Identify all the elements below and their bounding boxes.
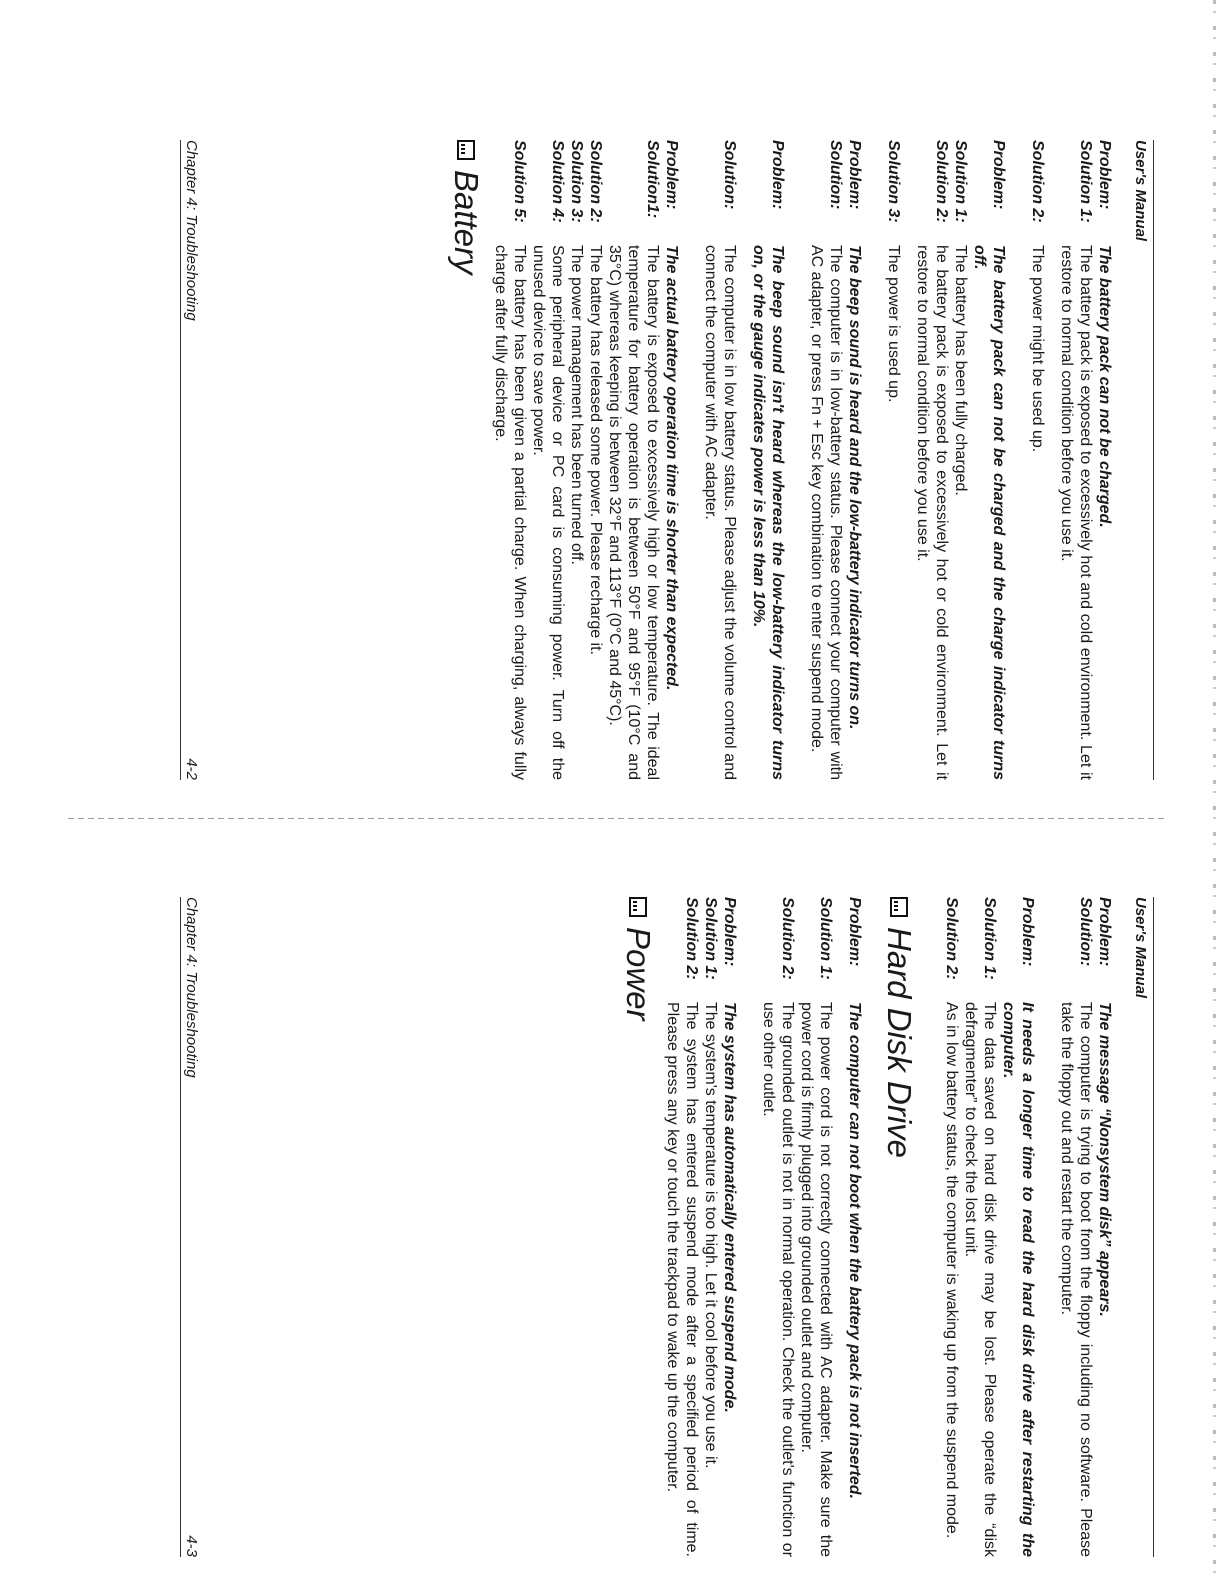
hard-disk-icon: [890, 897, 908, 917]
page-footer: User's Manual: [1125, 897, 1154, 1557]
entry-text: It needs a longer time to read the hard disk drive after restarting the computer.: [1000, 1002, 1036, 1557]
page-4-2: [0, 0, 1224, 790]
solution-entry: [701, 897, 720, 1557]
header-chapter: Chapter 4: Troubleshooting: [183, 897, 200, 1078]
solution-entry: [701, 140, 739, 780]
solution-entry: [1057, 140, 1095, 780]
battery-entries: [491, 140, 1114, 780]
entry-text: The data saved on hard disk drive may be lost. Please operate the “disk defragmenter” to check the lost unit.: [962, 1002, 998, 1557]
problem-entry: [1095, 140, 1114, 780]
page-header: [180, 140, 209, 780]
entry-label: Problem:: [846, 140, 863, 210]
entry-text: The grounded outlet is not in normal operation. Check the outlet's function or use other outlet.: [760, 1002, 796, 1557]
page-fold: [64, 818, 1164, 819]
entry-text: The computer is trying to boot from the floppy including no software. Please take the floppy out and restart the computer.: [1058, 1002, 1094, 1557]
entry-label: Solution 3:: [885, 140, 902, 223]
entry-text: The battery pack is exposed to excessively hot and cold environment. Let it restore to normal condition before you use it.: [1058, 245, 1094, 780]
problem-entry: [749, 140, 787, 780]
entry-text: The battery has been given a partial charge. When charging, always fully charge after fully discharge.: [492, 245, 528, 780]
solution-entry: [491, 140, 529, 780]
solution-entry: [913, 140, 951, 780]
entry-label: Solution:: [721, 140, 738, 210]
solution-entry: [1057, 897, 1095, 1557]
section-title-text: Power: [620, 927, 657, 1021]
entry-label: Solution 2:: [1029, 140, 1046, 223]
entry-label: Solution 2:: [933, 140, 950, 223]
entry-text: The beep sound is heard and the low-battery indicator turns on.: [846, 245, 863, 730]
solution-entry: [586, 140, 605, 780]
entry-text: The actual battery operation time is shorter than expected.: [663, 245, 680, 691]
entry-text: The beep sound isn't heard whereas the low-battery indicator turns on, or the gauge indicates power is less than 10%.: [750, 245, 786, 780]
solution-entry: [1028, 140, 1047, 780]
entry-text: The power management has been turned off.: [568, 245, 585, 565]
entry-text: The computer can not boot when the battery pack is not inserted.: [846, 1002, 863, 1499]
section-title-power: [619, 897, 657, 1557]
problem-entry: [1095, 897, 1114, 1557]
entry-text: As in low battery status, the computer is waking up from the suspend mode.: [943, 1002, 960, 1539]
entry-label: Solution 4:: [549, 140, 566, 223]
solution-entry: [797, 897, 835, 1557]
entry-text: The message “Nonsystem disk” appears.: [1096, 1002, 1113, 1317]
entry-label: Problem:: [1096, 140, 1113, 210]
entry-label: Solution:: [1077, 897, 1094, 967]
entry-text: he battery pack is exposed to excessively hot or cold environment. Let it restore to normal condition before you use it.: [914, 245, 950, 780]
entry-label: Problem:: [663, 140, 680, 210]
power-entries: [663, 897, 864, 1557]
entry-label: Problem:: [1096, 897, 1113, 967]
entry-label: Solution 1:: [702, 897, 719, 980]
entry-label: Solution 2:: [779, 897, 796, 980]
entry-label: Problem:: [769, 140, 786, 210]
entry-label: Solution 2:: [587, 140, 604, 223]
entry-text: The battery pack can not be charged and the charge indicator turns off.: [971, 245, 1007, 780]
solution-entry: [961, 897, 999, 1557]
solution-entry: [759, 897, 797, 1557]
entry-label: Solution 1:: [952, 140, 969, 223]
entry-text: Some peripheral device or PC card is consuming power. Turn off the unused device to save power.: [530, 245, 566, 780]
entry-text: The battery pack can not be charged.: [1096, 245, 1113, 528]
solution-entry: [942, 897, 961, 1557]
power-hdd-content: [234, 897, 1114, 1557]
problem-entry: [970, 140, 1008, 780]
solution-entry: [529, 140, 567, 780]
entry-text: The computer is in low battery status. Please adjust the volume control and connect the computer with AC adapter.: [702, 245, 738, 780]
entry-text: The power is used up.: [885, 245, 902, 403]
entry-label: Problem:: [721, 897, 738, 967]
solution-entry: [951, 140, 970, 780]
entry-text: The computer is in low-battery status. Please connect your computer with AC adapter, or press Fn + Esc key combination to enter suspend mode.: [808, 245, 844, 780]
entry-text: The battery has released some power. Please recharge it.: [587, 245, 604, 655]
hdd-entries: [942, 897, 1114, 1557]
header-page-number: 4-3: [183, 1535, 200, 1557]
entry-text: The power cord is not correctly connected with AC adapter. Make sure the power cord is firmly plugged into grounded outlet and computer.: [798, 1002, 834, 1557]
entry-text: The power might be used up.: [1029, 245, 1046, 453]
power-icon: [629, 897, 647, 917]
entry-label: Solution 2:: [943, 897, 960, 980]
problem-entry: [720, 897, 739, 1557]
page-footer: User's Manual: [1125, 140, 1154, 780]
entry-label: Solution 3:: [568, 140, 585, 223]
section-title-text: Hard Disk Drive: [881, 927, 918, 1159]
entry-label: Solution 1:: [1077, 140, 1094, 223]
entry-label: Problem:: [990, 140, 1007, 210]
entry-label: Solution 2:: [683, 897, 700, 980]
entry-label: Solution1:: [644, 140, 661, 219]
entry-text: The battery has been fully charged.: [952, 245, 969, 496]
problem-entry: [662, 140, 681, 780]
page-header: [180, 897, 209, 1557]
problem-entry: [845, 897, 864, 1557]
entry-label: Problem:: [1019, 897, 1036, 967]
entry-text: The system has entered suspend mode after a specified period of time. Please press any key or touch the trackpad to wake up the computer.: [664, 1002, 700, 1557]
solution-entry: [807, 140, 845, 780]
solution-entry: [605, 140, 662, 780]
section-title-hard-disk-drive: [880, 897, 918, 1557]
entry-text: The system's temperature is too high. Let it cool before you use it.: [702, 1002, 719, 1469]
battery-content: [234, 140, 1114, 780]
entry-text: The system has automatically entered suspend mode.: [721, 1002, 738, 1413]
page-4-3: [0, 842, 1224, 1584]
entry-text: The battery is exposed to excessively high or low temperature. The ideal temperature for battery operation is between 50°F and 95°F (10°C and 35°C) whereas keeping is between 32°F and 113°F (0°C and 45°C).: [606, 245, 661, 780]
solution-entry: [884, 140, 903, 780]
problem-entry: [999, 897, 1037, 1557]
section-title-text: Battery: [448, 170, 485, 275]
entry-label: Problem:: [846, 897, 863, 967]
solution-entry: [567, 140, 586, 780]
entry-label: Solution:: [827, 140, 844, 210]
entry-label: Solution 5:: [511, 140, 528, 223]
entry-label: Solution 1:: [981, 897, 998, 980]
header-chapter: Chapter 4: Troubleshooting: [183, 140, 200, 321]
section-title-battery: [447, 140, 485, 780]
solution-entry: [663, 897, 701, 1557]
battery-icon: [457, 140, 475, 160]
problem-entry: [845, 140, 864, 780]
header-page-number: 4-2: [183, 758, 200, 780]
entry-label: Solution 1:: [817, 897, 834, 980]
